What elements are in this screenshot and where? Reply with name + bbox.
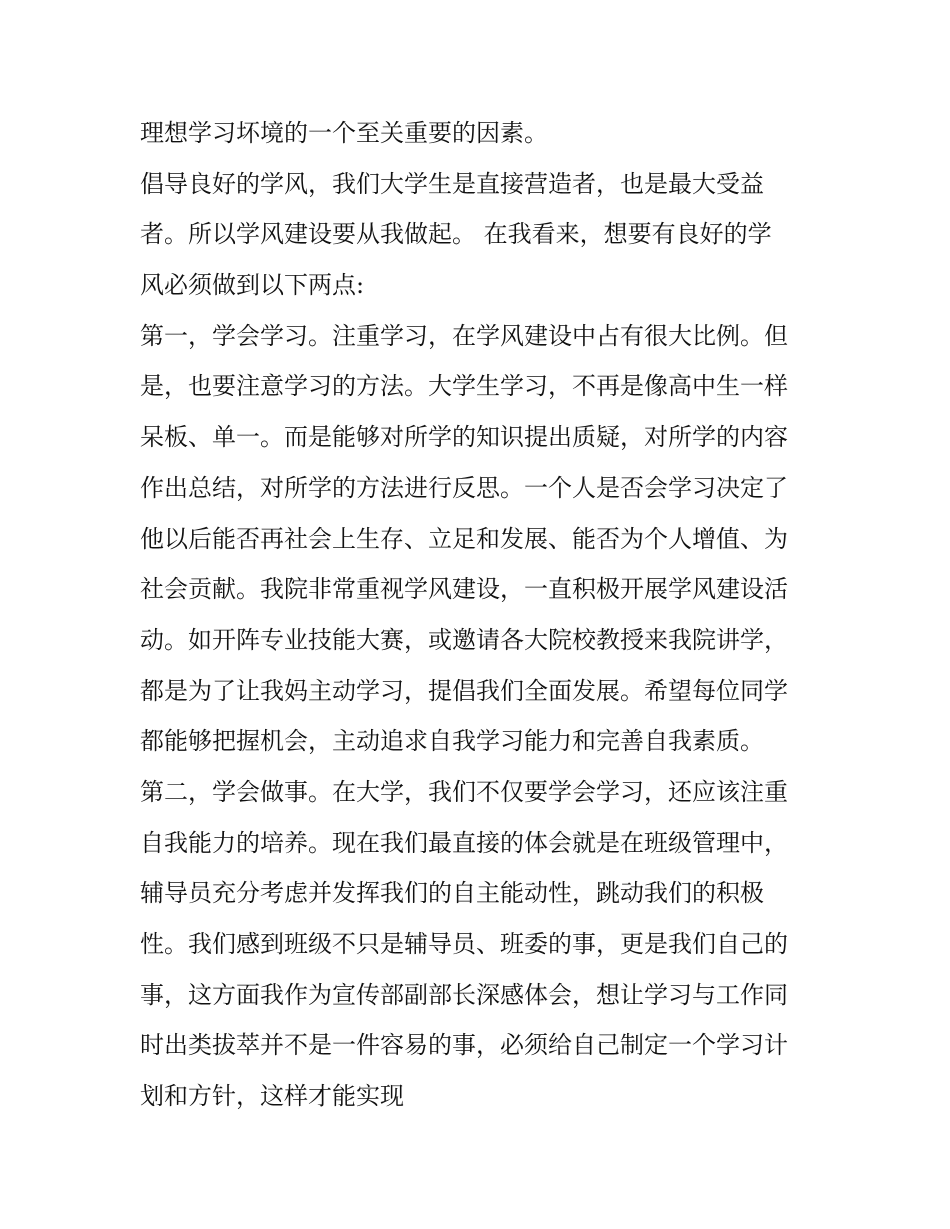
text-line: 划和方针，这样才能实现 <box>140 1082 404 1111</box>
text-line: 第二，学会做事。在大学，我们不仅要学会学习，还应该注重 <box>140 777 788 806</box>
text-line: 动。如开阵专业技能大赛，或邀请各大院校教授来我院讲学， <box>140 625 788 654</box>
text-line: 事，这方面我作为宣传部副部长深感体会，想让学习与工作同 <box>140 980 788 1009</box>
text-line: 是，也要注意学习的方法。大学生学习，不再是像高中生一样 <box>140 372 788 401</box>
text-line: 呆板、单一。而是能够对所学的知识提出质疑，对所学的内容 <box>140 423 788 452</box>
text-line: 辅导员充分考虑并发挥我们的自主能动性，跳动我们的积极 <box>140 879 764 908</box>
text-line: 都是为了让我妈主动学习，提倡我们全面发展。希望每位同学 <box>140 676 788 705</box>
text-line: 自我能力的培养。现在我们最直接的体会就是在班级管理中， <box>140 828 788 857</box>
text-line: 理想学习坏境的一个至关重要的因素。 <box>140 119 548 147</box>
document-body <box>140 108 812 1122</box>
text-line: 倡导良好的学风，我们大学生是直接营造者，也是最大受益 <box>140 169 764 198</box>
text-line: 者。所以学风建设要从我做起。 在我看来，想要有良好的学 <box>140 220 772 249</box>
text-line: 性。我们感到班级不只是辅导员、班委的事，更是我们自己的 <box>140 930 788 958</box>
text-line: 都能够把握机会，主动追求自我学习能力和完善自我素质。 <box>140 727 764 756</box>
text-line: 时出类拔萃并不是一件容易的事，必须给自己制定一个学习计 <box>140 1031 788 1060</box>
text-line: 作出总结，对所学的方法进行反思。一个人是否会学习决定了 <box>140 473 788 502</box>
text-line: 风必须做到以下两点: <box>140 271 365 300</box>
text-line: 第一，学会学习。注重学习，在学风建设中占有很大比例。但 <box>140 321 788 350</box>
text-line: 他以后能否再社会上生存、立足和发展、能否为个人增值、为 <box>140 524 788 553</box>
text-line: 社会贡献。我院非常重视学风建设，一直积极开展学风建设活 <box>140 575 788 604</box>
